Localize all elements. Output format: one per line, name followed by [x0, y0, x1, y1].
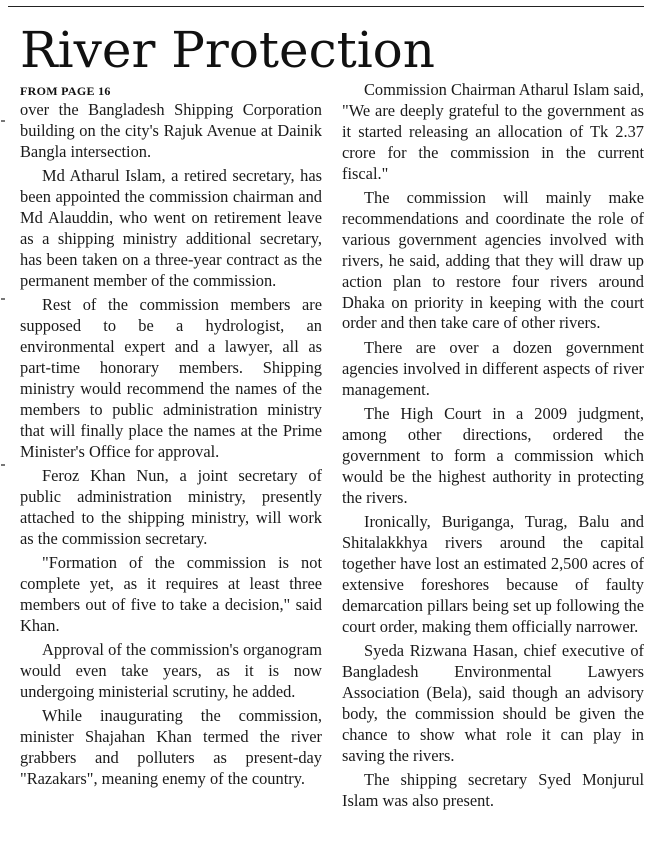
paragraph: There are over a dozen government agencies involved in different aspects of river management. [342, 337, 644, 399]
paragraph: The shipping secretary Syed Monjurul Islam was also present. [342, 770, 644, 810]
headline: River Protection [20, 21, 435, 79]
paragraph: Approval of the commission's organogram would even take years, as it is now undergoing ministerial scrutiny, he added. [20, 640, 322, 701]
paragraph: over the Bangladesh Shipping Corporation building on the city's Rajuk Avenue at Dainik Bangla intersection. [20, 100, 322, 161]
right-column [342, 80, 644, 815]
continued-from-label: FROM PAGE 16 [20, 84, 111, 98]
paragraph: Feroz Khan Nun, a joint secretary of public administration ministry, presently attached to the shipping ministry, will work as the commission secretary. [20, 465, 322, 548]
page-edge-mark [1, 120, 5, 122]
paragraph: "Formation of the commission is not complete yet, as it requires at least three members out of five to take a decision," said Khan. [20, 553, 322, 635]
paragraph: The commission will mainly make recommendations and coordinate the role of various government agencies involved with rivers, he said, adding that they will draw up action plan to restore four rivers around Dhaka on priority in keeping with the court order and then take care of other rivers. [342, 188, 644, 333]
paragraph: Md Atharul Islam, a retired secretary, has been appointed the commission chairman and Md Alauddin, who went on retirement leave as a shipping ministry additional secretary, has been taken on a three-year contract as the permanent member of the commission. [20, 166, 322, 290]
page-edge-mark [1, 464, 5, 466]
top-rule [8, 6, 644, 7]
paragraph: While inaugurating the commission, minister Shajahan Khan termed the river grabbers and polluters as present-day "Razakars", meaning enemy of the country. [20, 706, 322, 789]
paragraph: Commission Chairman Atharul Islam said, "We are deeply grateful to the government as it started releasing an allocation of Tk 2.37 crore for the commission in the current fiscal." [342, 80, 644, 183]
paragraph: Ironically, Buriganga, Turag, Balu and Shitalakkhya rivers around the capital together have lost an estimated 2,500 acres of extensive foreshores because of faulty demarcation pillars being set up following the court order, making them officially narrower. [342, 512, 644, 636]
left-column [20, 100, 322, 794]
paragraph: Rest of the commission members are supposed to be a hydrologist, an environmental expert and a lawyer, all as part-time honorary members. Shipping ministry would recommend the names of the members to public administration ministry that will finally place the names at the Prime Minister's Office for approval. [20, 295, 322, 461]
paragraph: The High Court in a 2009 judgment, among other directions, ordered the government to form a commission which would be the highest authority in protecting the rivers. [342, 404, 644, 507]
paragraph: Syeda Rizwana Hasan, chief executive of Bangladesh Environmental Lawyers Association (Bela), said though an advisory body, the commission should be given the chance to show what role it can play in saving the rivers. [342, 641, 644, 765]
page-edge-mark [1, 298, 5, 300]
